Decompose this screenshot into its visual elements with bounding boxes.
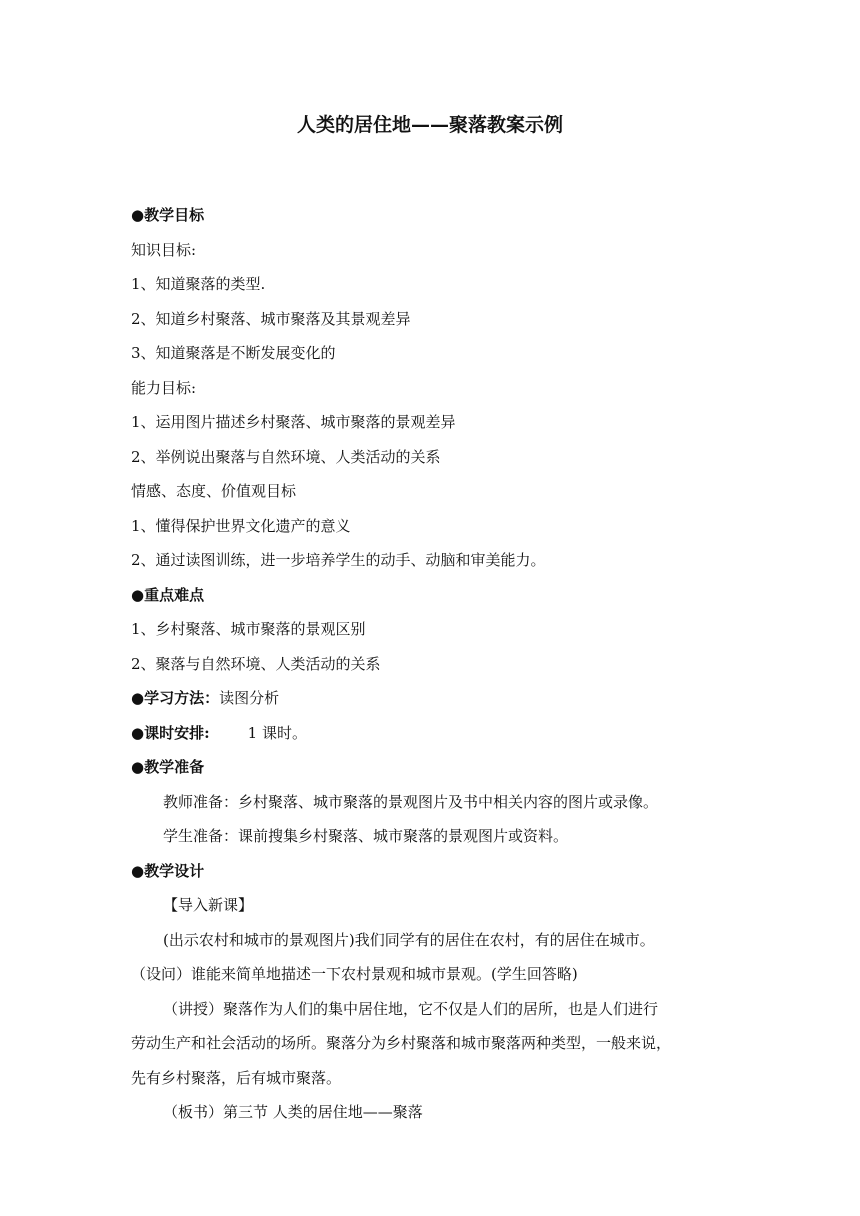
ability-item: 2、举例说出聚落与自然环境、人类活动的关系: [131, 447, 441, 466]
emotion-item: 1、懂得保护世界文化遗产的意义: [131, 516, 351, 535]
key-points-heading: ●重点难点: [131, 585, 205, 604]
ability-item: 1、运用图片描述乡村聚落、城市聚落的景观差异: [131, 413, 456, 431]
teacher-preparation: 教师准备：乡村聚落、城市聚落的景观图片及书中相关内容的图片或录像。: [163, 792, 659, 811]
document-body: [131, 198, 731, 1130]
objectives-heading: ●教学目标: [131, 206, 205, 224]
schedule-row: [131, 716, 731, 751]
intro-label: 【导入新课】: [163, 896, 254, 914]
method-row: [131, 681, 731, 716]
knowledge-label: 知识目标:: [131, 240, 197, 259]
method-value: 读图分析: [219, 689, 280, 707]
emotion-item: 2、通过读图训练，进一步培养学生的动手、动脑和审美能力。: [131, 551, 546, 569]
ability-label: 能力目标:: [131, 378, 197, 397]
document-title: 人类的居住地——聚落教案示例: [296, 114, 563, 136]
method-heading: ●学习方法：: [131, 689, 220, 707]
schedule-heading: ●课时安排:: [131, 723, 210, 742]
key-point-item: 1、乡村聚落、城市聚落的景观区别: [131, 620, 366, 638]
knowledge-item: 2、知道乡村聚落、城市聚落及其景观差异: [131, 309, 411, 328]
paragraph-line: 先有乡村聚落，后有城市聚落。: [131, 1068, 342, 1087]
paragraph-line: （设问）谁能来简单地描述一下农村景观和城市景观。(学生回答略): [131, 965, 578, 983]
schedule-value: 1 课时。: [247, 723, 307, 742]
student-preparation: 学生准备：课前搜集乡村聚落、城市聚落的景观图片或资料。: [163, 827, 569, 845]
knowledge-item: 3、知道聚落是不断发展变化的: [131, 344, 336, 362]
emotion-label: 情感、态度、价值观目标: [131, 482, 297, 500]
design-heading: ●教学设计: [131, 861, 205, 880]
paragraph-line: (出示农村和城市的景观图片)我们同学有的居住在农村，有的居住在城市。: [163, 930, 655, 949]
preparation-heading: ●教学准备: [131, 758, 205, 776]
key-point-item: 2、聚落与自然环境、人类活动的关系: [131, 654, 381, 673]
board-note: （板书）第三节 人类的居住地——聚落: [163, 1103, 423, 1121]
knowledge-item: 1、知道聚落的类型.: [131, 275, 266, 293]
paragraph-line: （讲授）聚落作为人们的集中居住地，它不仅是人们的居所，也是人们进行: [163, 999, 659, 1018]
paragraph-line: 劳动生产和社会活动的场所。聚落分为乡村聚落和城市聚落两种类型，一般来说，: [131, 1034, 672, 1052]
